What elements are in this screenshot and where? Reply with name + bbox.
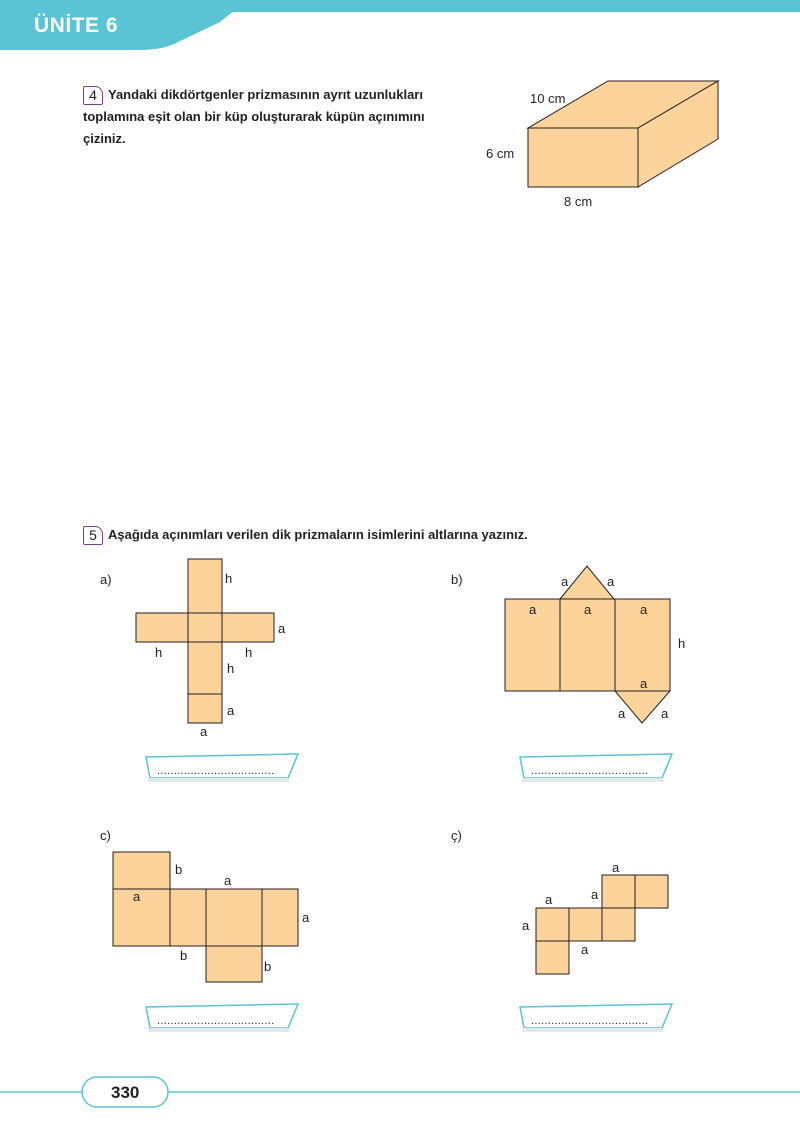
net-a-label-a: a <box>278 621 286 636</box>
page-number: 330 <box>111 1083 140 1102</box>
unit-header-band <box>0 0 800 56</box>
net-c-label-b: b <box>180 948 188 963</box>
item-a-label: a) <box>100 572 112 587</box>
question-number-4: 4 <box>83 86 103 105</box>
net-a-label-a: a <box>227 703 235 718</box>
item-c-label: c) <box>100 828 111 843</box>
net-b-label-a: a <box>618 706 626 721</box>
net-b-label-a: a <box>661 706 669 721</box>
net-d-label-a: a <box>612 860 620 875</box>
question-4-line-3: çiziniz. <box>83 131 126 146</box>
prism-height-label: 6 cm <box>486 146 515 161</box>
net-b-figure <box>500 560 680 730</box>
net-b-label-a: a <box>640 676 648 691</box>
net-a-label-h: h <box>245 645 253 660</box>
net-b-label-a: a <box>561 574 569 589</box>
net-d-label-a: a <box>522 918 530 933</box>
answer-blank-b: ................................... <box>531 765 649 777</box>
question-number-5: 5 <box>83 526 103 545</box>
net-c-label-a: a <box>133 889 141 904</box>
net-c-label-b: b <box>175 862 183 877</box>
question-4-line-2: toplamına eşit olan bir küp oluşturarak küpün açınımını <box>83 109 425 124</box>
net-d-label-a: a <box>545 892 553 907</box>
net-a-label-h: h <box>225 571 233 586</box>
net-b-label-a: a <box>607 574 615 589</box>
net-c-label-a: a <box>224 873 232 888</box>
net-b-label-h: h <box>678 636 686 651</box>
item-d-label: ç) <box>451 828 462 843</box>
net-a-label-h: h <box>227 661 235 676</box>
net-a-label-a: a <box>200 724 208 739</box>
answer-blank-a: ................................... <box>157 765 275 777</box>
item-b-label: b) <box>451 572 463 587</box>
net-b-label-a: a <box>640 602 648 617</box>
prism-width-label: 8 cm <box>564 194 593 209</box>
net-c-figure <box>108 848 308 988</box>
prism-depth-label: 10 cm <box>530 91 566 106</box>
net-c-label-a: a <box>302 910 310 925</box>
question-5-text: Aşağıda açınımları verilen dik prizmaların isimlerini altlarına yazınız. <box>108 527 528 542</box>
net-a-figure <box>130 555 280 730</box>
net-d-label-a: a <box>591 887 599 902</box>
net-b-label-a: a <box>584 602 592 617</box>
answer-blank-c: ................................... <box>157 1015 275 1027</box>
net-b-label-a: a <box>529 602 537 617</box>
net-c-label-b: b <box>264 959 272 974</box>
net-d-figure <box>530 870 675 978</box>
answer-blank-d: ................................... <box>531 1015 649 1027</box>
net-a-label-h: h <box>155 645 163 660</box>
unit-title: ÜNİTE 6 <box>34 14 119 37</box>
question-4-line-1: Yandaki dikdörtgenler prizmasının ayrıt uzunlukları <box>108 87 423 102</box>
net-d-label-a: a <box>581 942 589 957</box>
